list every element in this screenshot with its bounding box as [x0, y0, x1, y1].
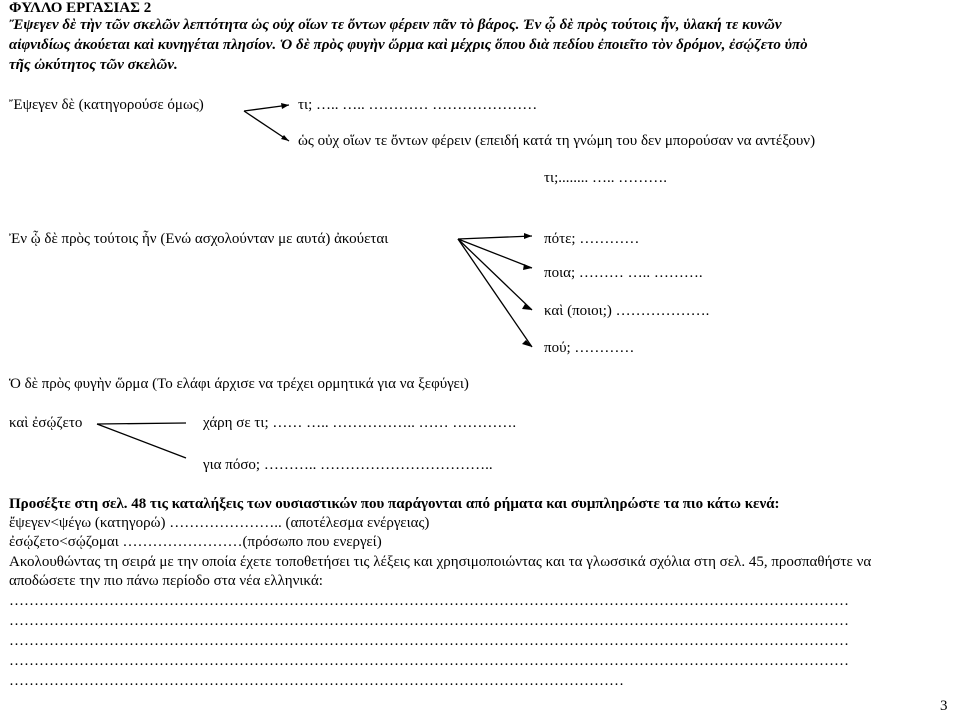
- task-line-2: αποδώσετε την πιο πάνω περίοδο στα νέα ελληνικά:: [9, 573, 323, 589]
- answer-line[interactable]: ……………………………………………………………………………………………………………………………………………………: [9, 653, 849, 669]
- diagram1-branch-reason: ὡς οὐχ οἵων τε ὄντων φέρειν (επειδή κατά τη γνώμη του δεν μπορούσαν να αντέξουν): [298, 133, 816, 149]
- diagram3-branch-how-long: για πόσο; ……….. ……………………………..: [203, 457, 493, 473]
- diagram2-branch-when: πότε; …………: [544, 231, 640, 247]
- task-line-1: Ακολουθώντας τη σειρά με την οποία έχετε τοποθετήσει τις λέξεις και χρησιμοποιώντας και τα γλωσσικά σχόλια στη σελ. 45, προσπαθήστε να: [9, 554, 872, 570]
- diagram2-branch-who: καὶ (ποιοι;) ……………….: [544, 303, 710, 319]
- answer-line[interactable]: ……………………………………………………………………………………………………………………………………………………: [9, 633, 849, 649]
- diagram2-branch-which: ποια; ……… ….. ……….: [544, 265, 703, 281]
- greek-text-line-1: Ἔψεγεν δὲ τὴν τῶν σκελῶν λεπτότητα ὡς οὐχ οἵων τε ὄντων φέρειν πᾶν τὸ βάρος. Ἐν ᾧ δὲ πρὸς τούτοις ἦν, ὑλακή τε κυνῶν: [9, 17, 782, 33]
- diagram3-branch-thanks-to: χάρη σε τι; …… ….. …………….. …… ………….: [203, 415, 517, 431]
- diagram1-branch-what: τι; ….. ….. ………… …………………: [298, 97, 538, 113]
- exercise-instruction: Προσέξτε στη σελ. 48 τις καταλήξεις των ουσιαστικών που παράγονται από ρήματα και συμπληρώστε τα πιο κάτω κενά:: [9, 496, 780, 512]
- answer-line[interactable]: ……………………………………………………………………………………………………………: [9, 673, 624, 689]
- diagram3-main-clause: καὶ ἐσῴζετο: [9, 415, 83, 431]
- diagram2-main-clause: Ἐν ᾧ δὲ πρὸς τούτοις ἦν (Ενώ ασχολούνταν με αυτά) ἀκούεται: [9, 231, 389, 247]
- worksheet-title: ΦΥΛΛΟ ΕΡΓΑΣΙΑΣ 2: [9, 0, 152, 16]
- exercise-item-1: ἔψεγεν<ψέγω (κατηγορώ) ………………….. (αποτέλεσμα ενέργειας): [9, 515, 430, 531]
- greek-text-line-3: τῆς ὠκύτητος τῶν σκελῶν.: [9, 57, 178, 73]
- greek-text-line-2: αἰφνιδίως ἀκούεται καὶ κυνηγέται πλησίον. Ὁ δὲ πρὸς φυγὴν ὥρμα καὶ μέχρις ὅπου διὰ πεδίου ἐποιεῖτο τὸν δρόμον, ἐσῴζετο ὑπὸ: [9, 37, 808, 53]
- answer-line[interactable]: ……………………………………………………………………………………………………………………………………………………: [9, 613, 849, 629]
- answer-line[interactable]: ……………………………………………………………………………………………………………………………………………………: [9, 593, 849, 609]
- diagram2-branch-where: πού; …………: [544, 340, 635, 356]
- diagram1-branch-reason-sub: τι;........ ….. ……….: [544, 170, 667, 186]
- diagram3-intro-line: Ὁ δὲ πρὸς φυγὴν ὥρμα (Το ελάφι άρχισε να τρέχει ορμητικά για να ξεφύγει): [9, 376, 469, 392]
- exercise-item-2: ἐσῴζετο<σῴζομαι ……………………(πρόσωπο που ενεργεί): [9, 534, 382, 550]
- diagram1-main-clause: Ἔψεγεν δὲ (κατηγορούσε όμως): [9, 97, 204, 113]
- page-number: 3: [940, 698, 948, 714]
